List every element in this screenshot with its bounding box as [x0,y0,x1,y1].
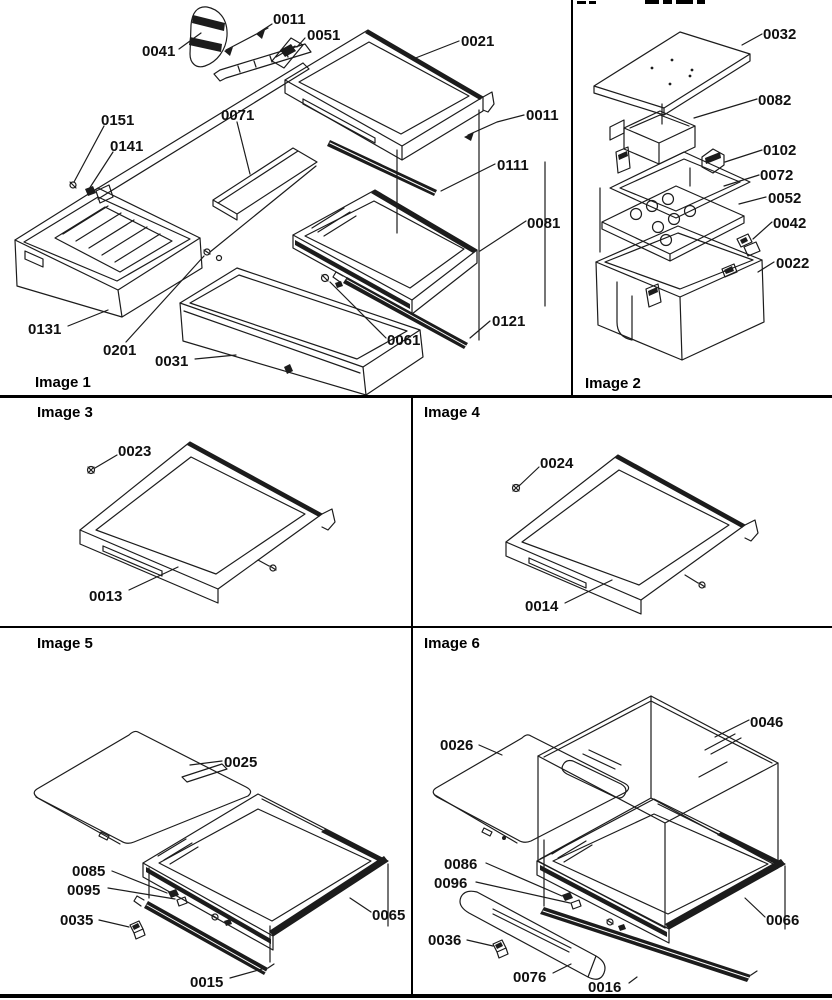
frame-0072-drawing [610,152,759,218]
part-label-0011-right: 0011 [526,107,559,124]
bracket-0051-drawing [214,38,311,81]
panel-2-drawing [572,0,832,395]
part-label-0014: 0014 [525,598,559,615]
container-0046-drawing [538,696,778,928]
part-label-0076: 0076 [513,969,547,986]
panel-title-image-4: Image 4 [424,404,480,421]
panel-4-drawing [413,397,832,626]
tray-0076-drawing [460,891,605,979]
panel-title-image-6: Image 6 [424,635,480,652]
panel-0071-drawing [213,122,317,220]
clip-0035-drawing [99,920,145,939]
panel-image-6 [413,626,832,993]
part-label-0052: 0052 [768,190,802,207]
bracket-0102-drawing [702,149,762,173]
part-label-0072: 0072 [760,167,794,184]
clip-0042-drawing [737,222,772,256]
part-label-0086: 0086 [444,856,478,873]
clip-0036-drawing [467,940,508,958]
part-label-0065: 0065 [372,907,406,924]
part-label-0151: 0151 [101,112,135,129]
part-label-0046: 0046 [750,714,784,731]
panel-image-1 [0,0,572,395]
panel-image-2 [572,0,832,395]
divider-horizontal-bottom [0,994,832,998]
part-label-0066: 0066 [766,912,800,929]
part-label-0025: 0025 [224,754,258,771]
panel-image-5 [0,626,411,993]
shelf-0013-drawing [80,442,335,603]
part-label-0013: 0013 [89,588,123,605]
panel-1-drawing [0,0,572,395]
glass-0025-drawing [34,731,250,844]
part-label-0201: 0201 [103,342,137,359]
part-label-0031: 0031 [155,353,189,370]
part-label-0022: 0022 [776,255,810,272]
part-label-0102: 0102 [763,142,797,159]
light-shield-cap-drawing [179,7,227,67]
panel-6-drawing [413,626,832,993]
part-label-0021: 0021 [461,33,495,50]
part-label-0121: 0121 [492,313,526,330]
part-label-0042: 0042 [773,215,807,232]
part-label-0011-top: 0011 [273,11,306,28]
panel-image-3 [0,397,411,626]
tray-0052-drawing [602,186,766,261]
part-label-0082: 0082 [758,92,792,109]
part-label-0061: 0061 [387,332,421,349]
box-0082-drawing [610,99,757,173]
part-label-0071: 0071 [221,107,255,124]
panel-title-image-1: Image 1 [35,374,91,391]
trim-strip-0111-drawing [327,140,495,196]
shelf-0014-drawing [506,455,758,614]
part-label-0026: 0026 [440,737,474,754]
part-label-0016: 0016 [588,979,622,993]
panel-3-drawing [0,397,411,626]
part-label-0081: 0081 [527,215,561,232]
alignment-lines-drawing [600,104,690,252]
part-label-0095: 0095 [67,882,101,899]
panel-5-drawing [0,626,411,993]
part-label-0131: 0131 [28,321,62,338]
part-label-0051: 0051 [307,27,341,44]
frame-0065-drawing [143,794,388,962]
part-label-0023: 0023 [118,443,152,460]
panel-title-image-5: Image 5 [37,635,93,652]
lid-0032-drawing [594,32,762,115]
part-label-0035: 0035 [60,912,94,929]
part-label-0096: 0096 [434,875,468,892]
panel-title-image-3: Image 3 [37,404,93,421]
panel-image-4 [413,397,832,626]
basket-0131-drawing [15,188,222,342]
part-label-0041: 0041 [142,43,176,60]
panel-title-image-2: Image 2 [585,375,641,392]
part-label-0111: 0111 [497,157,529,174]
screw-leaders-0011-drawing [224,24,272,56]
part-label-0015: 0015 [190,974,224,991]
part-label-0141: 0141 [110,138,144,155]
part-label-0085: 0085 [72,863,106,880]
part-label-0032: 0032 [763,26,797,43]
rail-0015-drawing [134,896,274,978]
part-label-0024: 0024 [540,455,574,472]
part-label-0036: 0036 [428,932,462,949]
shelf-frame-0081-drawing [293,190,526,314]
